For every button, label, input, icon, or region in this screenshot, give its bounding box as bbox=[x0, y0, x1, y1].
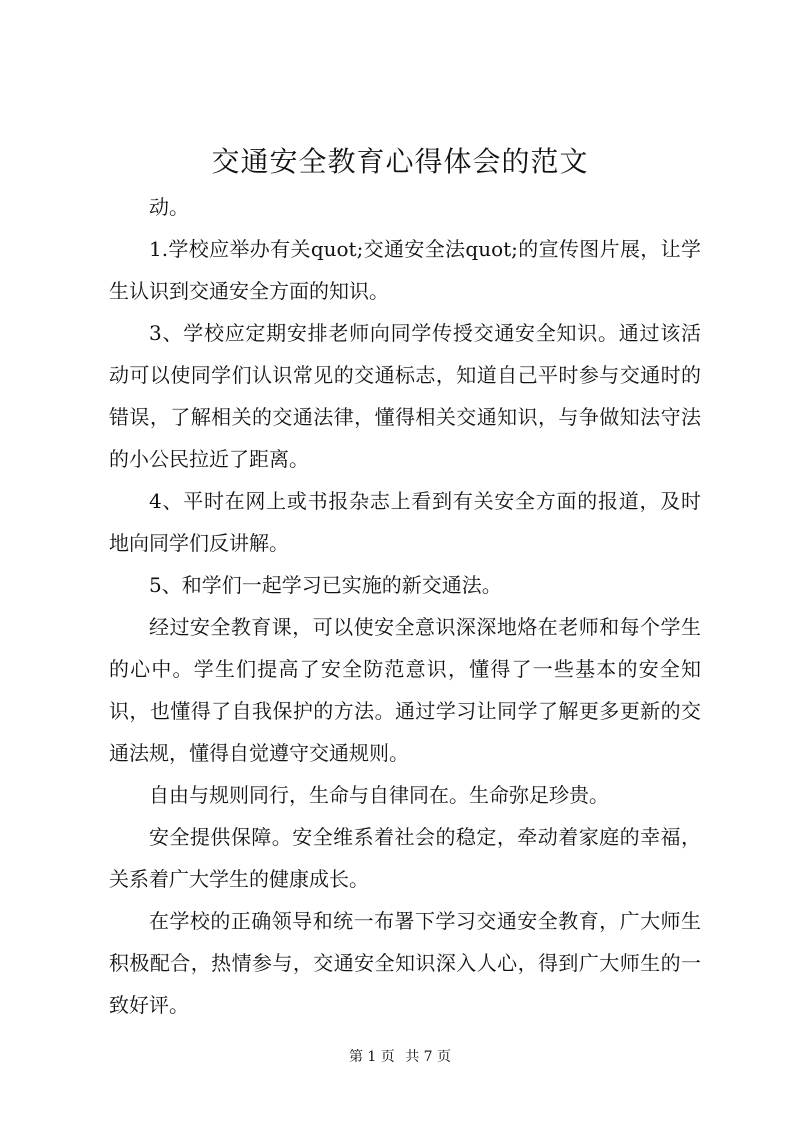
page-footer bbox=[0, 1047, 800, 1067]
page-number: 第 1 页 bbox=[348, 1049, 395, 1065]
document-body bbox=[109, 186, 701, 1026]
paragraph: 动。 bbox=[149, 195, 189, 219]
paragraph: 4、平时在网上或书报杂志上看到有关安全方面的报道，及时地向同学们反讲解。 bbox=[109, 489, 701, 555]
page-total: 共 7 页 bbox=[405, 1049, 452, 1065]
paragraph: 安全提供保障。安全维系着社会的稳定，牵动着家庭的幸福，关系着广大学生的健康成长。 bbox=[109, 825, 701, 891]
paragraph: 5、和学们一起学习已实施的新交通法。 bbox=[149, 573, 502, 597]
document-title: 交通安全教育心得体会的范文 bbox=[211, 145, 589, 178]
paragraph: 1.学校应举办有关quot;交通安全法quot;的宣传图片展，让学生认识到交通安全方面的知识。 bbox=[109, 237, 701, 303]
paragraph: 经过安全教育课，可以使安全意识深深地烙在老师和每个学生的心中。学生们提高了安全防范意识，懂得了一些基本的安全知识，也懂得了自我保护的方法。通过学习让同学了解更多更新的交通法规，懂得自觉遵守交通规则。 bbox=[109, 615, 701, 765]
paragraph: 3、学校应定期安排老师向同学传授交通安全知识。通过该活动可以使同学们认识常见的交通标志，知道自己平时参与交通时的错误，了解相关的交通法律，懂得相关交通知识，与争做知法守法的小公民拉近了距离。 bbox=[109, 321, 701, 471]
paragraph: 在学校的正确领导和统一布署下学习交通安全教育，广大师生积极配合，热情参与，交通安全知识深入人心，得到广大师生的一致好评。 bbox=[109, 909, 701, 1017]
paragraph: 自由与规则同行，生命与自律同在。生命弥足珍贵。 bbox=[149, 783, 609, 807]
